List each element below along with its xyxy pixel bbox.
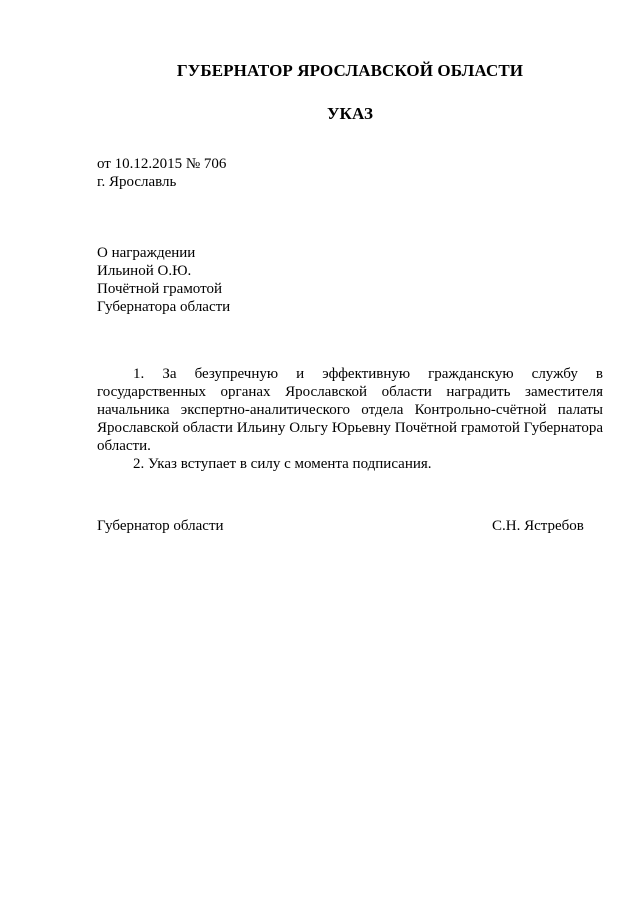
document-type-heading: УКАЗ	[326, 104, 374, 123]
subject-line: Губернатора области	[97, 299, 231, 315]
subject-line: Почётной грамотой	[97, 281, 222, 297]
signatory-position: Губернатор области	[97, 518, 224, 534]
subject-line: О награждении	[97, 245, 196, 261]
body-paragraph-2: 2. Указ вступает в силу с момента подписания.	[133, 456, 432, 472]
city: г. Ярославль	[97, 174, 177, 190]
date-number: от 10.12.2015 № 706	[97, 156, 227, 172]
document-body	[97, 365, 603, 473]
body-paragraph-1: 1. За безупречную и эффективную гражданскую службу в государственных органах Ярославской области наградить заместителя начальника экспертно-аналитического отдела Контрольно-счётной палаты Ярославской области Ильину Ольгу Юрьевну Почётной грамотой Губернатора области.	[97, 366, 603, 454]
authority-heading: ГУБЕРНАТОР ЯРОСЛАВСКОЙ ОБЛАСТИ	[176, 61, 524, 80]
signatory-name: С.Н. Ястребов	[492, 518, 584, 534]
subject-line: Ильиной О.Ю.	[97, 263, 192, 279]
